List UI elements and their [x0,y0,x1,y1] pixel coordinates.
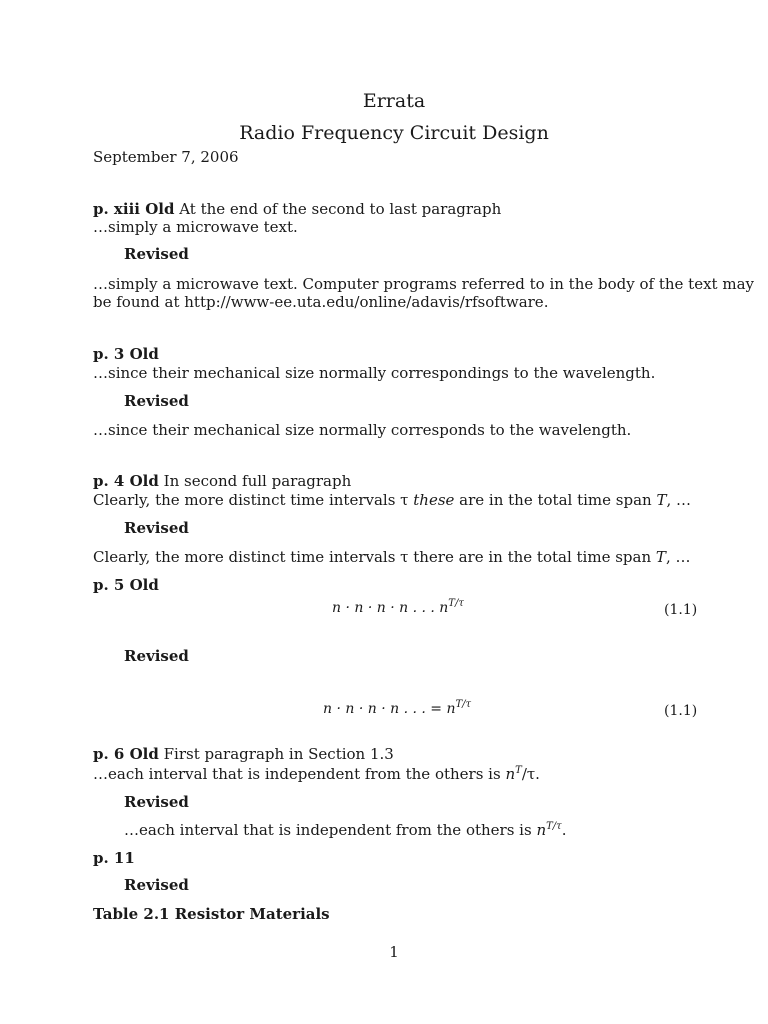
old-text: …since their mechanical size normally correspondings to the wavelength. [93,364,656,382]
entry-intro: First paragraph in Section 1.3 [163,745,394,763]
old-text-variable: T [656,491,667,509]
revised-label: Revised [124,392,189,410]
revised-text-exponent: T/τ [546,821,562,832]
old-equation [332,600,464,616]
revised-text-part: . [561,821,567,839]
entry-label: p. 11 [93,849,135,867]
entry-label: p. 5 Old [93,576,159,594]
revised-text: …simply a microwave text. Computer programs referred to in the body of the text may [93,275,754,293]
revised-text-part: Clearly, the more distinct time intervals τ there are in the total time span [93,548,652,566]
document-subtitle: Radio Frequency Circuit Design [239,122,549,144]
equation-number: (1.1) [664,602,698,618]
revised-label: Revised [124,519,189,537]
document-title: Errata [362,90,426,112]
old-text-part: are in the total time span [459,491,652,509]
revised-label: Revised [124,876,189,894]
revised-text [93,548,690,566]
entry-label: p. 6 Old [93,745,159,763]
page-number: 1 [389,943,399,961]
equation-number: (1.1) [664,703,698,719]
entry-label: p. 4 Old [93,472,159,490]
revised-label: Revised [124,245,189,263]
old-text-part: Clearly, the more distinct time intervals τ [93,491,409,509]
entry-intro: In second full paragraph [163,472,352,490]
equation-exponent: T/τ [448,598,464,609]
revised-text-variable: T [655,548,666,566]
equation-exponent: T/τ [455,699,472,710]
old-text [93,765,540,786]
revised-text-part: , … [665,548,691,566]
entry-label: p. 3 Old [93,345,159,363]
old-text [93,491,691,509]
document-date: September 7, 2006 [93,148,239,166]
old-text: …simply a microwave text. [93,218,298,236]
revised-text: …since their mechanical size normally corresponds to the wavelength. [93,421,632,439]
revised-text-part: …each interval that is independent from the others is [124,821,532,839]
entry-header [93,472,351,490]
revised-equation [323,701,471,717]
old-text-part: /τ. [521,765,540,783]
revised-label: Revised [124,793,189,811]
revised-text [124,821,567,842]
table-title: Table 2.1 Resistor Materials [93,905,330,923]
old-text-exponent: T [515,765,522,776]
old-text-variable: n [505,765,516,783]
revised-label: Revised [124,647,189,665]
old-text-emphasis: these [413,491,455,509]
entry-header [93,200,501,218]
old-text-part: , … [666,491,692,509]
entry-header [93,745,394,763]
revised-text-variable: n [536,821,547,839]
equation-body: n · n · n · n . . . = n [323,701,456,717]
revised-text: be found at http://www-ee.uta.edu/online/adavis/rfsoftware. [93,293,549,311]
equation-body: n · n · n · n . . . n [332,600,449,616]
entry-label: p. xiii Old [93,200,175,218]
old-text-part: …each interval that is independent from the others is [93,765,501,783]
entry-intro: At the end of the second to last paragraph [179,200,502,218]
